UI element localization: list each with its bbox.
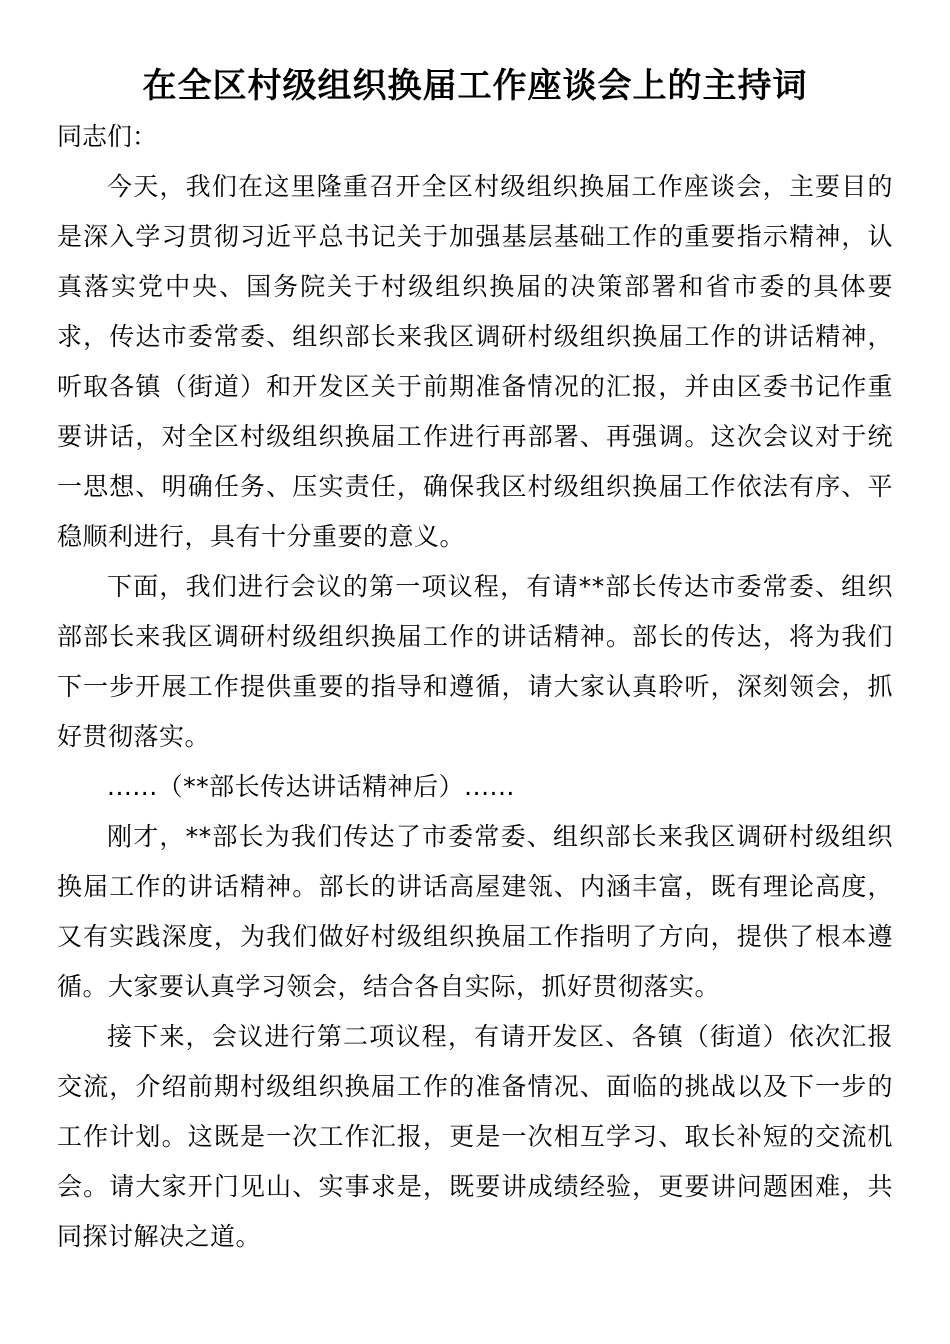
- paragraph-first-agenda: 下面，我们进行会议的第一项议程，有请**部长传达市委常委、组织部部长来我区调研村级组织换届工作的讲话精神。部长的传达，将为我们下一步开展工作提供重要的指导和遵循，请大家认真聆听，深刻领会，抓好贯彻落实。: [57, 572, 893, 751]
- paragraph-remarks-summary: 刚才，**部长为我们传达了市委常委、组织部长来我区调研村级组织换届工作的讲话精神。部长的讲话高屋建瓴、内涵丰富，既有理论高度，又有实践深度，为我们做好村级组织换届工作指明了方向，提供了根本遵循。大家要认真学习领会，结合各自实际，抓好贯彻落实。: [57, 822, 893, 1001]
- paragraph-second-agenda: 接下来，会议进行第二项议程，有请开发区、各镇（街道）依次汇报交流，介绍前期村级组织换届工作的准备情况、面临的挑战以及下一步的工作计划。这既是一次工作汇报，更是一次相互学习、取长补短的交流机会。请大家开门见山、实事求是，既要讲成绩经验，更要讲问题困难，共同探讨解决之道。: [57, 1022, 893, 1251]
- paragraph-stage-direction: ......（**部长传达讲话精神后）......: [107, 772, 515, 801]
- salutation: 同志们：: [57, 122, 158, 151]
- paragraph-opening: 今天，我们在这里隆重召开全区村级组织换届工作座谈会，主要目的是深入学习贯彻习近平总书记关于加强基层基础工作的重要指示精神，认真落实党中央、国务院关于村级组织换届的决策部署和省市委的具体要求，传达市委常委、组织部长来我区调研村级组织换届工作的讲话精神，听取各镇（街道）和开发区关于前期准备情况的汇报，并由区委书记作重要讲话，对全区村级组织换届工作进行再部署、再强调。这次会议对于统一思想、明确任务、压实责任，确保我区村级组织换届工作依法有序、平稳顺利进行，具有十分重要的意义。: [57, 172, 893, 551]
- document-title: 在全区村级组织换届工作座谈会上的主持词: [142, 66, 808, 106]
